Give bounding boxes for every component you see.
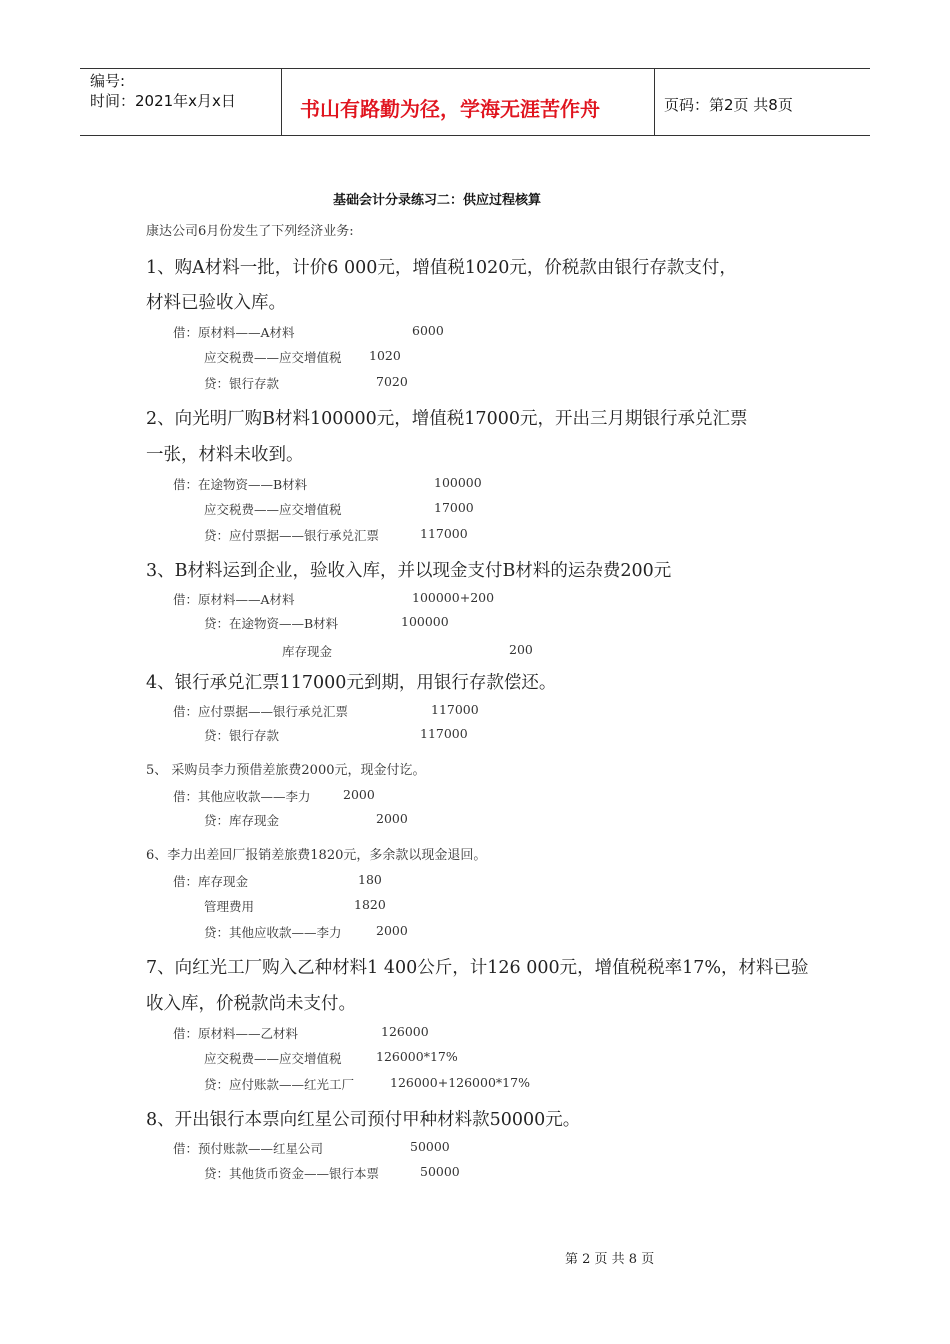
- entry-amount: 2000: [376, 923, 408, 938]
- header-top-border: [80, 68, 870, 69]
- entry-amount: 117000: [420, 526, 468, 541]
- header-bottom-border: [80, 135, 870, 136]
- question-7-line-2: 收入库，价税款尚未支付。: [146, 994, 356, 1014]
- question-3-line-1: 3、B材料运到企业，验收入库，并以现金支付B材料的运杂费200元: [146, 561, 672, 581]
- header-time-label: 时间：2021年x月x日: [90, 92, 236, 110]
- entry-amount: 1820: [354, 897, 386, 912]
- header-page-info: 页码：第2页 共8页: [664, 96, 793, 114]
- entry-amount: 1020: [369, 348, 401, 363]
- entry-amount: 2000: [376, 811, 408, 826]
- entry-amount: 126000+126000*17%: [390, 1075, 530, 1090]
- question-2-line-2: 一张，材料未收到。: [146, 445, 304, 465]
- question-2-line-1: 2、向光明厂购B材料100000元，增值税17000元，开出三月期银行承兑汇票: [146, 409, 748, 429]
- entry-label: 应交税费——应交增值税: [204, 1051, 342, 1066]
- entry-amount: 117000: [420, 726, 468, 741]
- header-divider-1: [281, 68, 282, 135]
- entry-label: 贷：应付账款——红光工厂: [204, 1077, 355, 1092]
- page-footer: 第 2 页 共 8 页: [565, 1252, 655, 1267]
- entry-amount: 50000: [410, 1139, 450, 1154]
- entry-label: 借：库存现金: [173, 874, 249, 889]
- question-6-line-1: 6、李力出差回厂报销差旅费1820元，多余款以现金退回。: [146, 848, 487, 863]
- entry-amount: 117000: [431, 702, 479, 717]
- entry-label: 管理费用: [204, 899, 255, 914]
- entry-label: 贷：银行存款: [204, 376, 280, 391]
- entry-label: 贷：其他应收款——李力: [204, 925, 342, 940]
- entry-amount: 100000+200: [412, 590, 495, 605]
- entry-label: 库存现金: [282, 644, 333, 659]
- question-7-line-1: 7、向红光工厂购入乙种材料1 400公斤，计126 000元，增值税税率17%，材料已验: [146, 958, 809, 978]
- entry-label: 借：预付账款——红星公司: [173, 1141, 324, 1156]
- entry-label: 应交税费——应交增值税: [204, 502, 342, 517]
- entry-label: 借：其他应收款——李力: [173, 789, 311, 804]
- question-1-line-2: 材料已验收入库。: [146, 293, 286, 313]
- header-number-label: 编号:: [90, 72, 126, 90]
- entry-amount: 200: [509, 642, 533, 657]
- question-5-line-1: 5、 采购员李力预借差旅费2000元，现金付讫。: [146, 763, 426, 778]
- entry-label: 借：在途物资——B材料: [173, 477, 308, 492]
- entry-amount: 100000: [434, 475, 482, 490]
- intro-text: 康达公司6月份发生了下列经济业务:: [146, 224, 354, 239]
- entry-amount: 2000: [343, 787, 375, 802]
- entry-label: 借：原材料——乙材料: [173, 1026, 299, 1041]
- entry-amount: 126000: [381, 1024, 429, 1039]
- question-4-line-1: 4、银行承兑汇票117000元到期，用银行存款偿还。: [146, 673, 557, 693]
- entry-label: 贷：其他货币资金——银行本票: [204, 1166, 380, 1181]
- entry-label: 借：应付票据——银行承兑汇票: [173, 704, 349, 719]
- entry-label: 借：原材料——A材料: [173, 325, 295, 340]
- entry-amount: 100000: [401, 614, 449, 629]
- entry-amount: 7020: [376, 374, 408, 389]
- entry-label: 贷：应付票据——银行承兑汇票: [204, 528, 380, 543]
- entry-amount: 126000*17%: [376, 1049, 458, 1064]
- question-1-line-1: 1、购A材料一批，计价6 000元，增值税1020元，价税款由银行存款支付，: [146, 258, 737, 278]
- entry-label: 应交税费——应交增值税: [204, 350, 342, 365]
- entry-amount: 17000: [434, 500, 474, 515]
- entry-label: 贷：库存现金: [204, 813, 280, 828]
- entry-label: 借：原材料——A材料: [173, 592, 295, 607]
- header-divider-2: [654, 68, 655, 135]
- question-8-line-1: 8、开出银行本票向红星公司预付甲种材料款50000元。: [146, 1110, 581, 1130]
- entry-amount: 6000: [412, 323, 444, 338]
- entry-amount: 50000: [420, 1164, 460, 1179]
- entry-label: 贷：在途物资——B材料: [204, 616, 339, 631]
- entry-amount: 180: [358, 872, 382, 887]
- entry-label: 贷：银行存款: [204, 728, 280, 743]
- document-title: 基础会计分录练习二：供应过程核算: [333, 193, 542, 208]
- header-motto: 书山有路勤为径，学海无涯苦作舟: [300, 97, 600, 121]
